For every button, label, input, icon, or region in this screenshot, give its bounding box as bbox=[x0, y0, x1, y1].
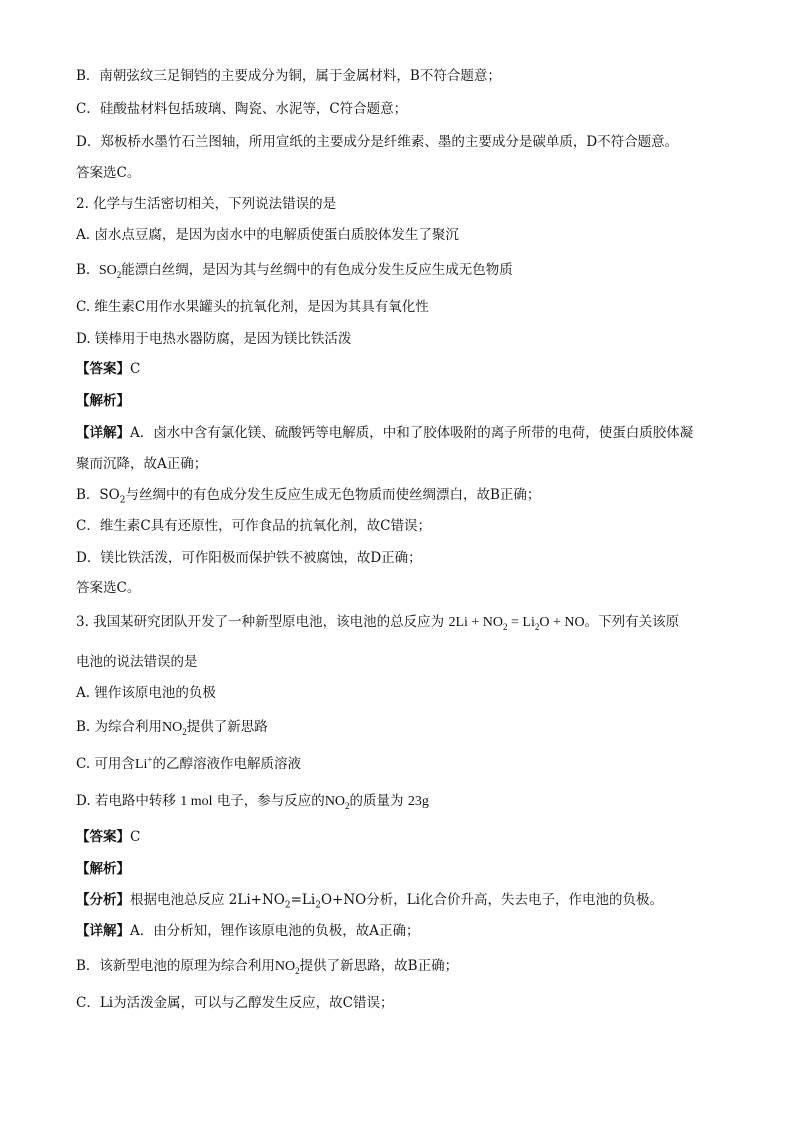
q3-option-b: B. 为综合利用$NO_2$提供了新思路 bbox=[76, 719, 268, 737]
answer-value: C bbox=[130, 361, 141, 377]
q3-option-d: D. 若电路中转移 1 mol 电子，参与反应的$NO_2$的质量为 23g bbox=[76, 793, 429, 811]
q2-detail-a-line1: 【详解】A．卤水中含有氯化镁、硫酸钙等电解质，中和了胶体吸附的离子所带的电荷，使蛋白质胶体凝 bbox=[76, 425, 694, 441]
answer-label: 【答案】 bbox=[76, 829, 130, 845]
q3-answer bbox=[76, 827, 726, 847]
li-ion-formula: Li+ bbox=[134, 754, 153, 772]
no2-formula: $NO_2$ bbox=[162, 720, 187, 737]
q3-detail-b: B．该新型电池的原理为综合利用$NO_2$提供了新思路，故B正确； bbox=[76, 958, 459, 976]
q3-analysis-label: 【解析】 bbox=[76, 861, 130, 877]
q2-option-a: A. 卤水点豆腐，是因为卤水中的电解质使蛋白质胶体发生了聚沉 bbox=[76, 227, 459, 243]
q1-option-b-explanation: B．南朝弦纹三足铜铛的主要成分为铜，属于金属材料，B不符合题意； bbox=[76, 68, 501, 84]
q3-stem-line1: 3. 我国某研究团队开发了一种新型原电池，该电池的总反应为 $2Li + NO_2 = Li_2O$ + NO。下列有关该原 bbox=[76, 614, 680, 632]
q3-reaction-equation: $2Li + NO_2 = Li_2O$ + NO bbox=[448, 615, 585, 632]
q2-detail-d: D．镁比铁活泼，可作阳极而保护铁不被腐蚀，故D正确； bbox=[76, 550, 422, 566]
q2-option-b-text: 能漂白丝绸，是因为其与丝绸中的有色成分发生反应生成无色物质 bbox=[121, 262, 513, 278]
q3-detail-c: C．Li为活泼金属，可以与乙醇发生反应，故C错误； bbox=[76, 995, 394, 1011]
q2-option-d: D. 镁棒用于电热水器防腐，是因为镁比铁活泼 bbox=[76, 331, 352, 347]
no2-formula: $NO_2$ bbox=[324, 794, 350, 811]
q1-option-c-explanation: C．硅酸盐材料包括玻璃、陶瓷、水泥等，C符合题意； bbox=[76, 101, 408, 117]
q2-final-answer: 答案选C。 bbox=[76, 580, 141, 596]
no2-formula: $NO_2$ bbox=[274, 959, 300, 976]
q2-analysis-label: 【解析】 bbox=[76, 393, 130, 409]
q2-option-b bbox=[76, 260, 726, 281]
q2-detail-b: B．$SO_2$与丝绸中的有色成分发生反应生成无色物质而使丝绸漂白，故B正确； bbox=[76, 487, 541, 506]
q2-option-b-label: B. bbox=[76, 262, 91, 278]
q3-fenxi: 【分析】根据电池总反应 $2Li+NO_2=Li_2O+NO$分析，Li化合价升高，失去电子，作电池的负极。 bbox=[76, 892, 663, 911]
answer-value: C bbox=[130, 829, 141, 845]
q3-option-a: A. 锂作该原电池的负极 bbox=[76, 685, 216, 701]
q2-detail-a-line2: 聚而沉降，故A正确； bbox=[76, 456, 208, 472]
q2-option-c: C. 维生素C用作水果罐头的抗氧化剂，是因为其具有氧化性 bbox=[76, 299, 429, 315]
q1-final-answer: 答案选C。 bbox=[76, 165, 141, 181]
q2-stem: 2. 化学与生活密切相关，下列说法错误的是 bbox=[76, 196, 337, 212]
q3-stem-line2: 电池的说法错误的是 bbox=[76, 654, 198, 670]
fenxi-label: 【分析】 bbox=[76, 892, 130, 908]
detail-label: 【详解】 bbox=[76, 425, 130, 441]
detail-label: 【详解】 bbox=[76, 923, 130, 939]
so2-formula: $SO_2$ bbox=[98, 263, 122, 280]
answer-label: 【答案】 bbox=[76, 361, 130, 377]
q3-option-c: C. 可用含Li+的乙醇溶液作电解质溶液 bbox=[76, 754, 301, 772]
q3-detail-a: 【详解】A．由分析知，锂作该原电池的负极，故A正确； bbox=[76, 923, 420, 939]
q2-detail-c: C．维生素C具有还原性，可作食品的抗氧化剂，故C错误； bbox=[76, 518, 431, 534]
q2-answer bbox=[76, 359, 726, 379]
q1-option-d-explanation: D．郑板桥水墨竹石兰图轴，所用宣纸的主要成分是纤维素、墨的主要成分是碳单质，D不符合题意。 bbox=[76, 134, 679, 150]
